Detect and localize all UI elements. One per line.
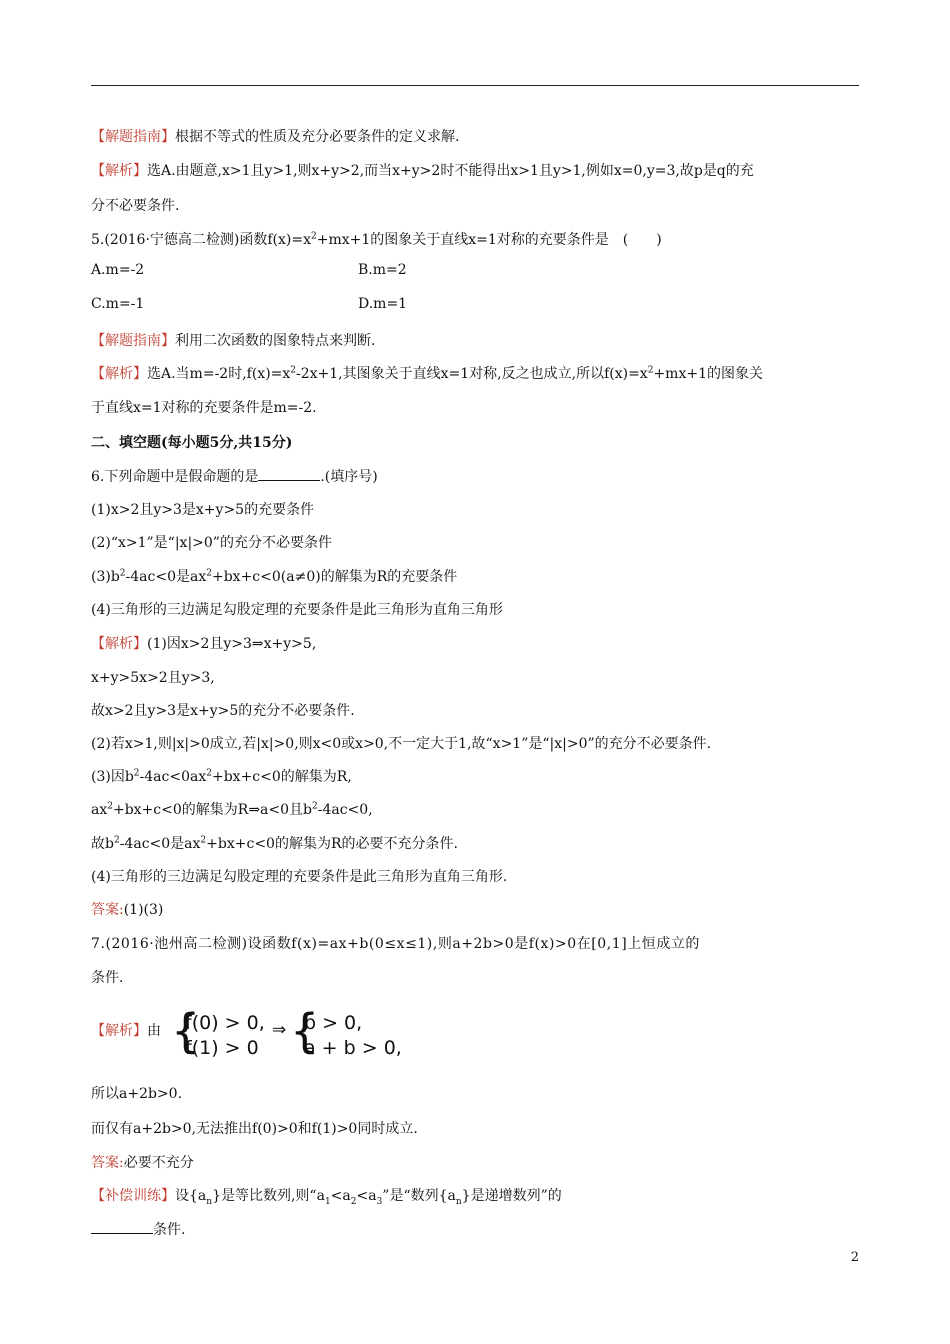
sup: 2 bbox=[647, 365, 654, 376]
analysis-line-q4 bbox=[91, 160, 861, 180]
analysis-tag: 【解析】 bbox=[91, 163, 147, 179]
analysis-text: 而仅有a+2b>0,无法推出f(0)>0和f(1)>0同时成立. bbox=[91, 1121, 418, 1137]
analysis-text: (1)因x>2且y>3⇒x+y>5, bbox=[147, 636, 317, 652]
hint-tag: 【解题指南】 bbox=[91, 333, 175, 349]
text: ax bbox=[91, 802, 108, 818]
question-5 bbox=[91, 229, 861, 249]
text: -4ac<0是ax bbox=[125, 569, 207, 585]
q5-text-2: +mx+1的图象关于直线x=1对称的充要条件是 ( ) bbox=[316, 232, 662, 248]
sup: 2 bbox=[206, 568, 212, 579]
q6-item-2: (2)“x>1”是“|x|>0”的充分不必要条件 bbox=[91, 535, 332, 551]
q6-item-1: (1)x>2且y>3是x+y>5的充要条件 bbox=[91, 502, 315, 518]
analysis-text: 所以a+2b>0. bbox=[91, 1086, 183, 1102]
section-heading: 二、填空题(每小题5分,共15分) bbox=[91, 435, 293, 451]
analysis-line-q5-cont bbox=[91, 397, 861, 417]
sub: n bbox=[206, 1196, 213, 1207]
sup: 2 bbox=[290, 365, 297, 376]
analysis-text: (2)若x>1,则|x|>0成立,若|x|>0,则x<0或x>0,不一定大于1,故“x>1”是“|x|>0”的充分不必要条件. bbox=[91, 736, 712, 752]
analysis-text bbox=[91, 766, 861, 786]
analysis-prefix: 由 bbox=[147, 1023, 161, 1039]
q5-text: 5.(2016·宁德高二检测)函数f(x)=x bbox=[91, 232, 311, 248]
option-b: B.m=2 bbox=[358, 262, 407, 278]
answer-blank[interactable] bbox=[91, 1221, 153, 1234]
question-7-cont: 条件. bbox=[91, 970, 124, 986]
analysis-text: 故x>2且y>3是x+y>5的充分不必要条件. bbox=[91, 703, 355, 719]
text: 设{a bbox=[175, 1188, 207, 1204]
answer-text: 必要不充分 bbox=[123, 1155, 194, 1171]
right-brace-icon: { bbox=[290, 1004, 320, 1058]
sub: 3 bbox=[376, 1196, 383, 1207]
sub: 2 bbox=[350, 1196, 357, 1207]
question-7: 7.(2016·池州高二检测)设函数f(x)=ax+b(0≤x≤1),则a+2b>0是f(x)>0在[0,1]上恒成立的 bbox=[91, 936, 700, 952]
analysis-tag: 【解析】 bbox=[91, 1023, 147, 1039]
text: ”是“数列{a bbox=[382, 1188, 456, 1204]
hint-text: 利用二次函数的图象特点来判断. bbox=[175, 333, 376, 349]
answer-text: (1)(3) bbox=[123, 902, 164, 918]
analysis-line-q5 bbox=[91, 363, 861, 383]
q6-item-3 bbox=[91, 566, 861, 586]
analysis-tag: 【解析】 bbox=[91, 636, 147, 652]
analysis-text: 选A.由题意,x>1且y>1,则x+y>2,而当x+y>2时不能得出x>1且y>1,例如x=0,y=3,故p是q的充 bbox=[147, 163, 754, 179]
text: (3)因b bbox=[91, 769, 134, 785]
text: +bx+c<0的解集为R的必要不充分条件. bbox=[206, 836, 458, 852]
page-number: 2 bbox=[850, 1250, 859, 1265]
hint-line-q4 bbox=[91, 126, 861, 146]
implies-symbol: ⇒ bbox=[272, 1020, 287, 1040]
system-right-row-1: b > 0, bbox=[304, 1012, 363, 1034]
answer-blank[interactable] bbox=[258, 468, 320, 481]
text: -4ac<0, bbox=[317, 802, 373, 818]
sub: 1 bbox=[324, 1196, 331, 1207]
sup: 2 bbox=[312, 801, 318, 812]
text: +bx+c<0的解集为R, bbox=[211, 769, 352, 785]
answer-line-q7 bbox=[91, 1152, 861, 1172]
option-a: A.m=-2 bbox=[91, 262, 145, 278]
analysis-text: 分不必要条件. bbox=[91, 198, 180, 214]
analysis-text bbox=[91, 833, 861, 853]
supplementary-question bbox=[91, 1185, 861, 1205]
analysis-text-3: +mx+1的图象关 bbox=[653, 366, 763, 382]
text: <a bbox=[356, 1188, 377, 1204]
sub: n bbox=[455, 1196, 462, 1207]
supplement-tag: 【补偿训练】 bbox=[91, 1188, 175, 1204]
analysis-text: (4)三角形的三边满足勾股定理的充要条件是此三角形为直角三角形. bbox=[91, 869, 508, 885]
analysis-line-q4-cont bbox=[91, 195, 861, 215]
q6-text-2: .(填序号) bbox=[320, 469, 378, 485]
analysis-text-2: -2x+1,其图象关于直线x=1对称,反之也成立,所以f(x)=x bbox=[296, 366, 648, 382]
analysis-text: 于直线x=1对称的充要条件是m=-2. bbox=[91, 400, 317, 416]
text: +bx+c<0(a≠0)的解集为R的充要条件 bbox=[211, 569, 458, 585]
left-brace-icon: { bbox=[171, 1004, 201, 1058]
hint-tag: 【解题指南】 bbox=[91, 129, 175, 145]
text: (3)b bbox=[91, 569, 120, 585]
text: -4ac<0是ax bbox=[119, 836, 201, 852]
system-left-row-1: f(0) > 0, bbox=[185, 1012, 265, 1034]
sup: 2 bbox=[119, 568, 126, 579]
analysis-text: x+y>5x>2且y>3, bbox=[91, 670, 215, 686]
text: }是等比数列,则“a bbox=[212, 1188, 325, 1204]
analysis-tag: 【解析】 bbox=[91, 366, 147, 382]
analysis-line-q7 bbox=[91, 1020, 171, 1040]
option-c: C.m=-1 bbox=[91, 296, 145, 312]
analysis-line-q6 bbox=[91, 633, 861, 653]
question-6 bbox=[91, 466, 861, 486]
answer-line-q6 bbox=[91, 899, 861, 919]
system-right-row-2: a + b > 0, bbox=[304, 1037, 402, 1059]
option-d: D.m=1 bbox=[358, 296, 408, 312]
sup: 2 bbox=[113, 835, 120, 846]
system-left-row-2: f(1) > 0 bbox=[185, 1037, 259, 1059]
analysis-text bbox=[91, 799, 861, 819]
answer-tag: 答案: bbox=[91, 902, 124, 918]
sup: 2 bbox=[107, 801, 113, 812]
analysis-text: 选A.当m=-2时,f(x)=x bbox=[147, 366, 291, 382]
sup: 2 bbox=[133, 768, 140, 779]
hint-line-q5 bbox=[91, 330, 861, 350]
q5-sup: 2 bbox=[311, 231, 317, 242]
text: -4ac<0ax bbox=[139, 769, 207, 785]
text: 条件. bbox=[153, 1222, 186, 1238]
q6-text: 6.下列命题中是假命题的是 bbox=[91, 469, 259, 485]
header-rule bbox=[91, 85, 859, 86]
sup: 2 bbox=[200, 835, 207, 846]
supplementary-question-cont bbox=[91, 1219, 861, 1239]
text: +bx+c<0的解集为R⇒a<0且b bbox=[112, 802, 312, 818]
text: 故b bbox=[91, 836, 114, 852]
hint-text: 根据不等式的性质及充分必要条件的定义求解. bbox=[175, 129, 460, 145]
q6-item-4: (4)三角形的三边满足勾股定理的充要条件是此三角形为直角三角形 bbox=[91, 602, 503, 618]
answer-tag: 答案: bbox=[91, 1155, 124, 1171]
sup: 2 bbox=[206, 768, 212, 779]
text: }是递增数列”的 bbox=[461, 1188, 562, 1204]
text: <a bbox=[330, 1188, 351, 1204]
